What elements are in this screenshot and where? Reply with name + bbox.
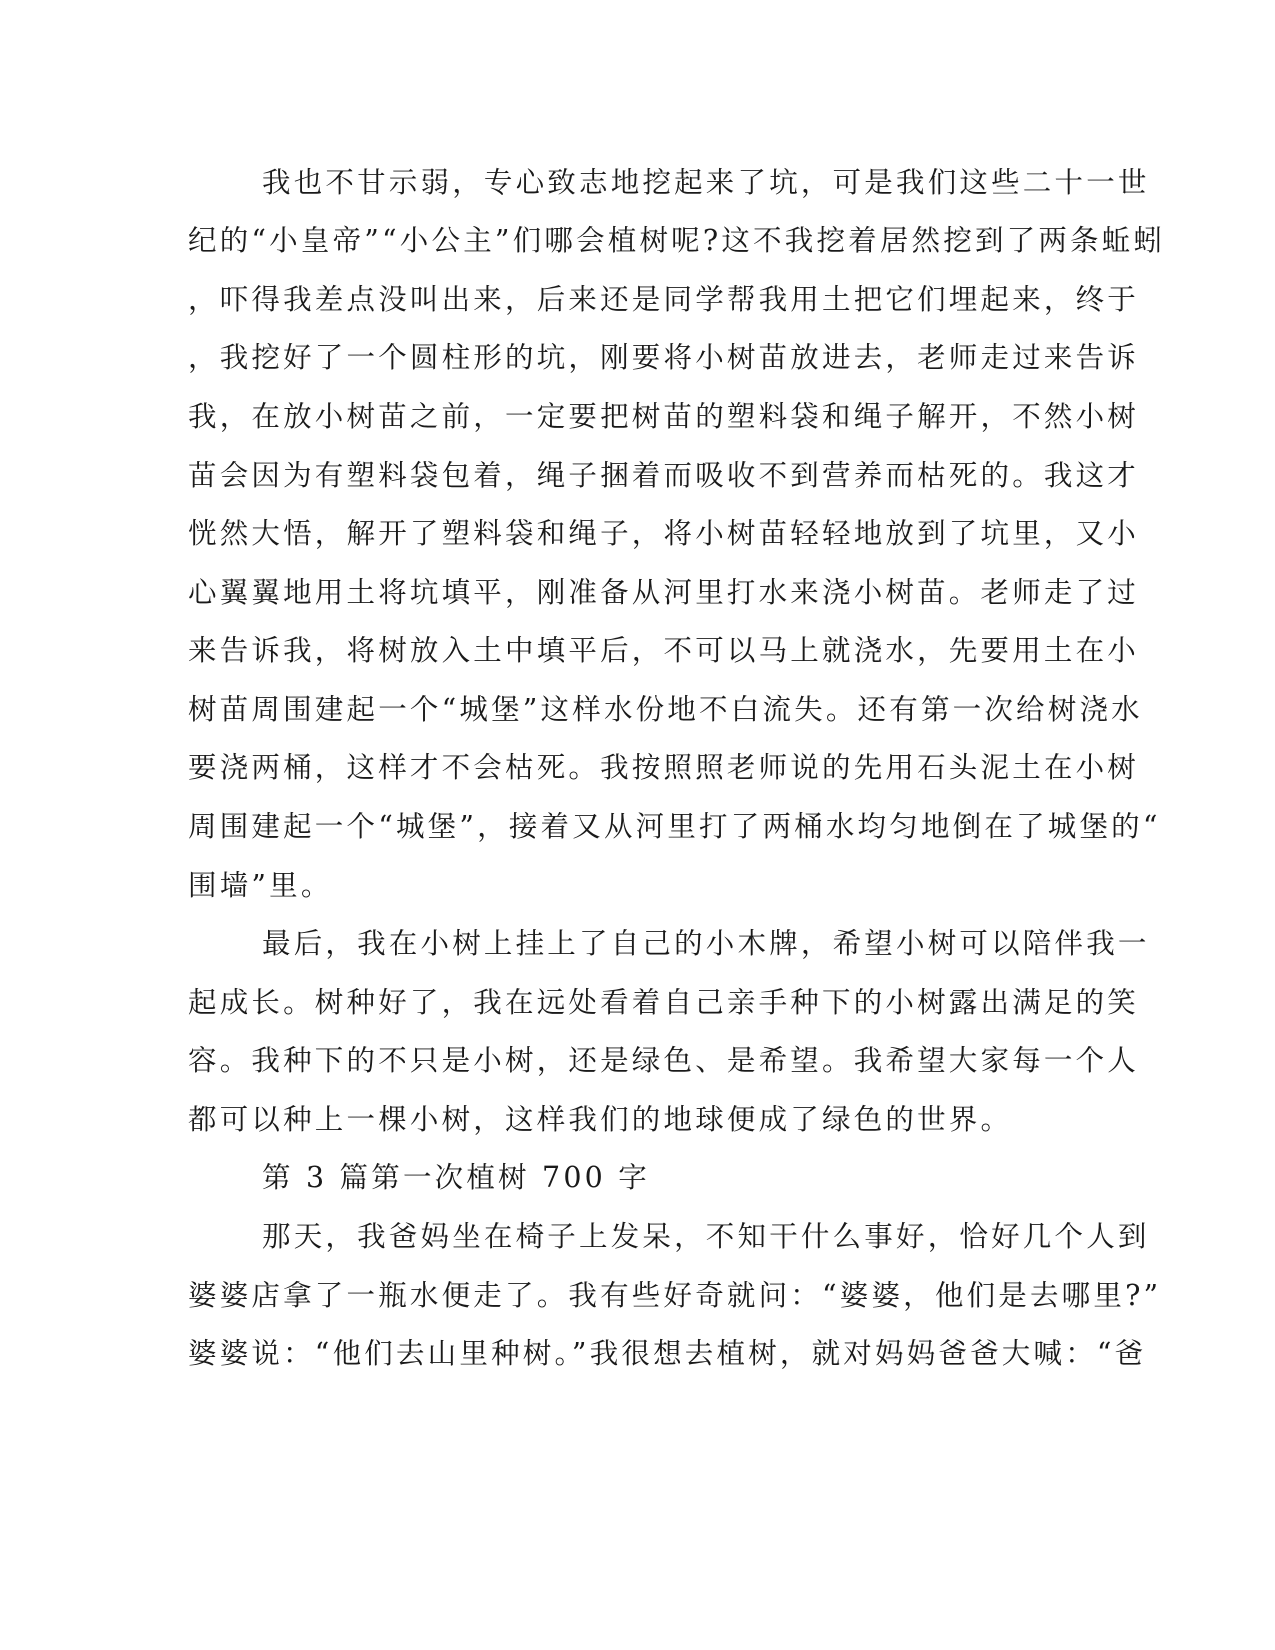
paragraph-1-line-2: 纪的“小皇帝”“小公主”们哪会植树呢?这不我挖着居然挖到了两条蚯蚓 (188, 224, 1166, 257)
paragraph-1-line-8: 心翼翼地用土将坑填平，刚准备从河里打水来浇小树苗。老师走了过 (188, 576, 1140, 609)
paragraph-3-line-2: 婆婆店拿了一瓶水便走了。我有些好奇就问：“婆婆，他们是去哪里?” (188, 1279, 1162, 1312)
paragraph-1-line-4: ，我挖好了一个圆柱形的坑，刚要将小树苗放进去，老师走过来告诉 (188, 341, 1140, 374)
paragraph-3-line-1: 那天，我爸妈坐在椅子上发呆，不知干什么事好，恰好几个人到 (262, 1220, 1150, 1253)
paragraph-1-line-12: 周围建起一个“城堡”，接着又从河里打了两桶水均匀地倒在了城堡的“ (188, 810, 1161, 843)
paragraph-2-line-2: 起成长。树种好了，我在远处看着自己亲手种下的小树露出满足的笑 (188, 986, 1140, 1019)
paragraph-1-line-11: 要浇两桶，这样才不会枯死。我按照照老师说的先用石头泥土在小树 (188, 751, 1140, 784)
paragraph-1-line-5: 我，在放小树苗之前，一定要把树苗的塑料袋和绳子解开，不然小树 (188, 400, 1140, 433)
paragraph-2-line-3: 容。我种下的不只是小树，还是绿色、是希望。我希望大家每一个人 (188, 1044, 1140, 1077)
paragraph-3-line-3: 婆婆说：“他们去山里种树。”我很想去植树，就对妈妈爸爸大喊：“爸 (188, 1337, 1147, 1370)
paragraph-1-line-13: 围墙”里。 (188, 869, 333, 902)
paragraph-1-line-7: 恍然大悟，解开了塑料袋和绳子，将小树苗轻轻地放到了坑里，又小 (188, 517, 1140, 550)
paragraph-1-line-10: 树苗周围建起一个“城堡”这样水份地不白流失。还有第一次给树浇水 (188, 693, 1143, 726)
paragraph-2-line-1: 最后，我在小树上挂上了自己的小木牌，希望小树可以陪伴我一 (262, 927, 1150, 960)
paragraph-1-line-9: 来告诉我，将树放入土中填平后，不可以马上就浇水，先要用土在小 (188, 634, 1140, 667)
section-heading: 第 3 篇第一次植树 700 字 (262, 1161, 650, 1194)
paragraph-1-line-3: ，吓得我差点没叫出来，后来还是同学帮我用土把它们埋起来，终于 (188, 283, 1140, 316)
paragraph-2-line-4: 都可以种上一棵小树，这样我们的地球便成了绿色的世界。 (188, 1103, 1013, 1136)
paragraph-1-line-1: 我也不甘示弱，专心致志地挖起来了坑，可是我们这些二十一世 (262, 166, 1150, 199)
paragraph-1-line-6: 苗会因为有塑料袋包着，绳子捆着而吸收不到营养而枯死的。我这才 (188, 459, 1140, 492)
